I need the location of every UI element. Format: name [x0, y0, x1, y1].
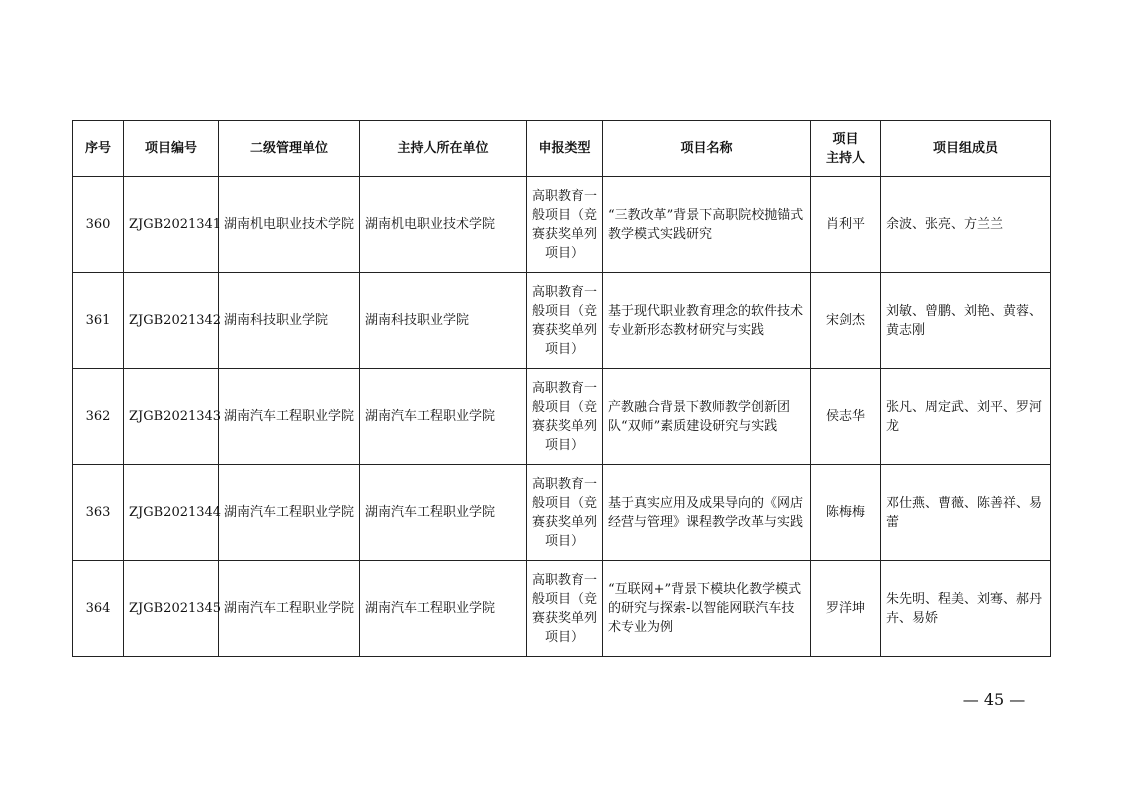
cell-project-name: 产教融合背景下教师教学创新团队“双师”素质建设研究与实践 [603, 369, 811, 465]
cell-leader: 侯志华 [811, 369, 881, 465]
cell-type: 高职教育一般项目（竞赛获奖单列项目） [527, 561, 603, 657]
cell-project-name: “互联网+”背景下模块化教学模式的研究与探索-以智能网联汽车技术专业为例 [603, 561, 811, 657]
cell-management-unit: 湖南机电职业技术学院 [219, 177, 360, 273]
cell-code: ZJGB2021344 [124, 465, 219, 561]
table-row [73, 177, 1051, 273]
cell-code: ZJGB2021342 [124, 273, 219, 369]
cell-type: 高职教育一般项目（竞赛获奖单列项目） [527, 273, 603, 369]
cell-host-unit: 湖南机电职业技术学院 [360, 177, 527, 273]
cell-seq: 362 [73, 369, 124, 465]
cell-management-unit: 湖南汽车工程职业学院 [219, 369, 360, 465]
cell-project-name: “三教改革”背景下高职院校抛锚式教学模式实践研究 [603, 177, 811, 273]
cell-type: 高职教育一般项目（竞赛获奖单列项目） [527, 177, 603, 273]
cell-seq: 363 [73, 465, 124, 561]
cell-host-unit: 湖南汽车工程职业学院 [360, 369, 527, 465]
table-row [73, 273, 1051, 369]
cell-project-name: 基于现代职业教育理念的软件技术专业新形态教材研究与实践 [603, 273, 811, 369]
cell-host-unit: 湖南科技职业学院 [360, 273, 527, 369]
cell-code: ZJGB2021341 [124, 177, 219, 273]
cell-seq: 361 [73, 273, 124, 369]
cell-host-unit: 湖南汽车工程职业学院 [360, 561, 527, 657]
header-leader-line1: 项目 [832, 131, 859, 147]
table-header-row [73, 121, 1051, 177]
cell-code: ZJGB2021345 [124, 561, 219, 657]
cell-leader: 宋剑杰 [811, 273, 881, 369]
cell-host-unit: 湖南汽车工程职业学院 [360, 465, 527, 561]
cell-members: 张凡、周定武、刘平、罗河龙 [881, 369, 1051, 465]
cell-type: 高职教育一般项目（竞赛获奖单列项目） [527, 369, 603, 465]
cell-leader: 陈梅梅 [811, 465, 881, 561]
header-leader [811, 121, 881, 177]
cell-members: 邓仕燕、曹薇、陈善祥、易蕾 [881, 465, 1051, 561]
cell-code: ZJGB2021343 [124, 369, 219, 465]
header-host-unit: 主持人所在单位 [360, 121, 527, 177]
page-number: — 45 — [962, 690, 1026, 709]
header-code: 项目编号 [124, 121, 219, 177]
cell-management-unit: 湖南科技职业学院 [219, 273, 360, 369]
table-row [73, 369, 1051, 465]
header-members: 项目组成员 [881, 121, 1051, 177]
header-seq: 序号 [73, 121, 124, 177]
cell-members: 朱先明、程美、刘骞、郝丹卉、易娇 [881, 561, 1051, 657]
cell-seq: 360 [73, 177, 124, 273]
cell-leader: 肖利平 [811, 177, 881, 273]
header-management-unit: 二级管理单位 [219, 121, 360, 177]
cell-members: 刘敏、曾鹏、刘艳、黄蓉、黄志刚 [881, 273, 1051, 369]
cell-members: 余波、张亮、方兰兰 [881, 177, 1051, 273]
cell-seq: 364 [73, 561, 124, 657]
header-project-name: 项目名称 [603, 121, 811, 177]
cell-type: 高职教育一般项目（竞赛获奖单列项目） [527, 465, 603, 561]
cell-leader: 罗洋坤 [811, 561, 881, 657]
header-leader-line2: 主持人 [825, 150, 865, 166]
header-type: 申报类型 [527, 121, 603, 177]
cell-management-unit: 湖南汽车工程职业学院 [219, 561, 360, 657]
table-row [73, 561, 1051, 657]
cell-project-name: 基于真实应用及成果导向的《网店经营与管理》课程教学改革与实践 [603, 465, 811, 561]
project-table [72, 120, 1051, 657]
cell-management-unit: 湖南汽车工程职业学院 [219, 465, 360, 561]
table-row [73, 465, 1051, 561]
